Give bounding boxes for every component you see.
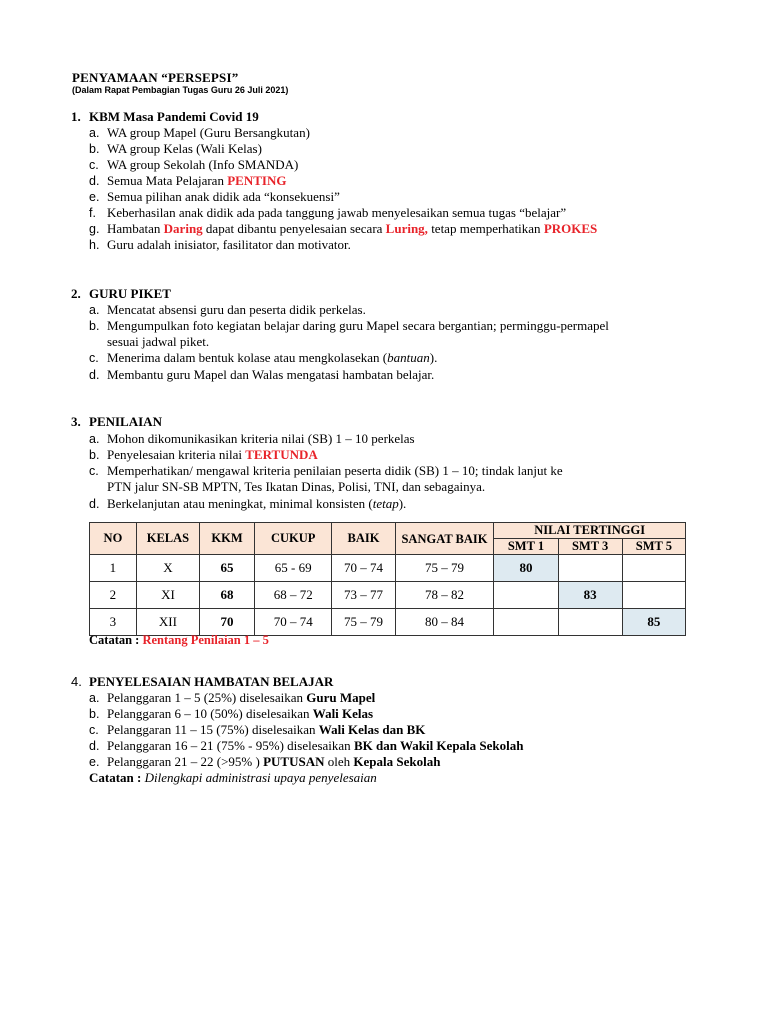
- list-item: b. Pelanggaran 6 – 10 (50%) diselesaikan Wali Kelas: [89, 706, 374, 721]
- section-number: 2.: [71, 286, 81, 301]
- section-1-heading: [71, 109, 259, 125]
- grading-table: [89, 522, 686, 636]
- section-title: KBM Masa Pandemi Covid 19: [89, 109, 259, 124]
- list-item: a. WA group Mapel (Guru Bersangkutan): [89, 125, 310, 140]
- section-number: 1.: [71, 109, 81, 124]
- section-note: Catatan : Dilengkapi administrasi upaya penyelesaian: [89, 770, 377, 785]
- list-item: d. Semua Mata Pelajaran PENTING: [89, 173, 287, 188]
- section-4-heading: [71, 674, 333, 690]
- header-kkm: KKM: [200, 523, 255, 555]
- header-baik: BAIK: [332, 523, 395, 555]
- section-number: 4.: [71, 674, 82, 689]
- list-item: b. WA group Kelas (Wali Kelas): [89, 141, 262, 156]
- list-item: a. Mohon dikomunikasikan kriteria nilai (SB) 1 – 10 perkelas: [89, 431, 415, 446]
- list-item: c. Pelanggaran 11 – 15 (75%) diselesaikan Wali Kelas dan BK: [89, 722, 426, 737]
- highlight-cell: 85: [622, 609, 685, 636]
- highlight-text: Daring: [163, 221, 203, 236]
- header-no: NO: [90, 523, 137, 555]
- header-kelas: KELAS: [136, 523, 199, 555]
- list-item: h. Guru adalah inisiator, fasilitator dan motivator.: [89, 237, 351, 252]
- table-row: 1 X 65 65 - 69 70 – 74 75 – 79 80: [90, 555, 686, 582]
- table-row: 2 XI 68 68 – 72 73 – 77 78 – 82 83: [90, 582, 686, 609]
- highlight-text: Luring,: [385, 221, 428, 236]
- header-cukup: CUKUP: [255, 523, 332, 555]
- highlight-text: PROKES: [543, 221, 598, 236]
- section-title: PENILAIAN: [89, 414, 162, 429]
- table-note: Catatan : Rentang Penilaian 1 – 5: [89, 633, 269, 647]
- list-item: e. Pelanggaran 21 – 22 (>95% ) PUTUSAN oleh Kepala Sekolah: [89, 754, 441, 769]
- header-smt5: SMT 5: [622, 539, 685, 555]
- list-item: d. Membantu guru Mapel dan Walas mengatasi hambatan belajar.: [89, 367, 435, 382]
- document-subtitle: (Dalam Rapat Pembagian Tugas Guru 26 Juli 2021): [72, 85, 289, 95]
- list-item: c. Menerima dalam bentuk kolase atau mengkolasekan (bantuan).: [89, 350, 438, 365]
- highlight-cell: 80: [494, 555, 558, 582]
- section-title: PENYELESAIAN HAMBATAN BELAJAR: [89, 674, 334, 689]
- list-item: c. Memperhatikan/ mengawal kriteria penilaian peserta didik (SB) 1 – 10; tindak lanjut ke PTN jalur SN-SB MPTN, Tes Ikatan Dinas, Polisi, TNI, dan sebagainya.: [89, 463, 563, 494]
- header-nilai-tertinggi: NILAI TERTINGGI: [494, 523, 686, 539]
- section-2-heading: [71, 286, 171, 302]
- highlight-text: Rentang Penilaian 1 – 5: [142, 633, 269, 647]
- list-item: b. Penyelesaian kriteria nilai TERTUNDA: [89, 447, 318, 462]
- header-smt1: SMT 1: [494, 539, 558, 555]
- section-title: GURU PIKET: [89, 286, 171, 301]
- list-item: d. Pelanggaran 16 – 21 (75% - 95%) diselesaikan BK dan Wakil Kepala Sekolah: [89, 738, 524, 753]
- list-item: b. Mengumpulkan foto kegiatan belajar daring guru Mapel secara bergantian; perminggu-permapel sesuai jadwal piket.: [89, 318, 609, 349]
- highlight-text: TERTUNDA: [245, 447, 318, 462]
- document-title: PENYAMAAN “PERSEPSI”: [72, 70, 239, 85]
- list-item: d. Berkelanjutan atau meningkat, minimal konsisten (tetap).: [89, 496, 407, 511]
- list-item: a. Pelanggaran 1 – 5 (25%) diselesaikan Guru Mapel: [89, 690, 376, 705]
- table-row: 3 XII 70 70 – 74 75 – 79 80 – 84 85: [90, 609, 686, 636]
- header-smt3: SMT 3: [558, 539, 622, 555]
- list-item: a. Mencatat absensi guru dan peserta didik perkelas.: [89, 302, 366, 317]
- list-item: c. WA group Sekolah (Info SMANDA): [89, 157, 299, 172]
- list-item: g. Hambatan Daring dapat dibantu penyelesaian secara Luring, tetap memperhatikan PROKES: [89, 221, 598, 236]
- section-number: 3.: [71, 414, 81, 429]
- highlight-text: PENTING: [227, 173, 287, 188]
- header-sangat-baik: SANGAT BAIK: [395, 523, 494, 555]
- list-item: f. Keberhasilan anak didik ada pada tanggung jawab menyelesaikan semua tugas “belajar”: [89, 205, 567, 220]
- section-3-heading: [71, 414, 162, 430]
- highlight-cell: 83: [558, 582, 622, 609]
- list-item: e. Semua pilihan anak didik ada “konsekuensi”: [89, 189, 340, 204]
